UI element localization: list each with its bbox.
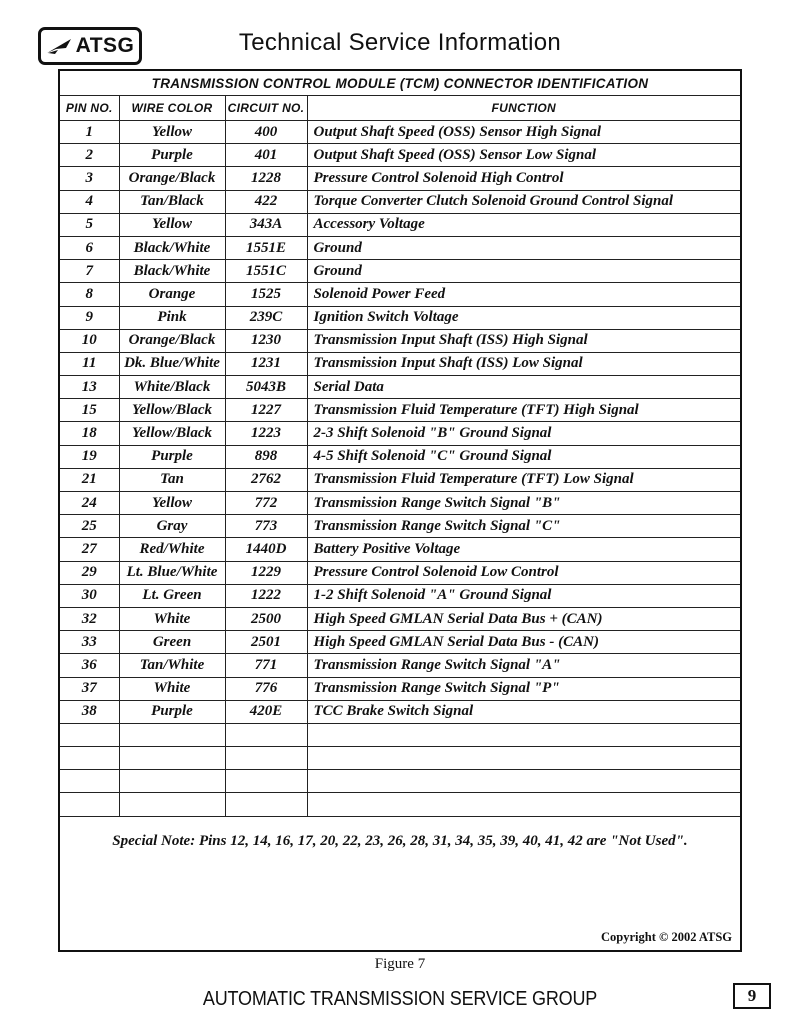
circuit-cell: 1230 [225, 329, 307, 352]
pin-cell [60, 723, 119, 746]
pin-cell: 18 [60, 422, 119, 445]
circuit-cell: 2501 [225, 631, 307, 654]
pin-cell: 8 [60, 283, 119, 306]
wire-color-cell: Yellow/Black [119, 422, 225, 445]
function-cell: 4-5 Shift Solenoid "C" Ground Signal [307, 445, 740, 468]
function-cell: Pressure Control Solenoid High Control [307, 167, 740, 190]
wire-color-cell: Black/White [119, 260, 225, 283]
pin-cell: 25 [60, 515, 119, 538]
pin-cell: 21 [60, 468, 119, 491]
wire-color-cell: White [119, 677, 225, 700]
pin-cell: 24 [60, 492, 119, 515]
special-note: Special Note: Pins 12, 14, 16, 17, 20, 22, 23, 26, 28, 31, 34, 35, 39, 40, 41, 42 are "Not Used". [112, 833, 688, 849]
pin-cell: 37 [60, 677, 119, 700]
table-row [60, 329, 740, 352]
function-cell: Transmission Input Shaft (ISS) Low Signal [307, 352, 740, 375]
circuit-cell: 1223 [225, 422, 307, 445]
table-row [60, 399, 740, 422]
table-row [60, 260, 740, 283]
wire-color-cell: Green [119, 631, 225, 654]
circuit-cell [225, 793, 307, 816]
function-cell: TCC Brake Switch Signal [307, 700, 740, 723]
column-header-function: FUNCTION [307, 96, 740, 121]
circuit-cell: 898 [225, 445, 307, 468]
column-header-pin: PIN NO. [60, 96, 119, 121]
wire-color-cell: Purple [119, 700, 225, 723]
circuit-cell: 1440D [225, 538, 307, 561]
circuit-cell: 5043B [225, 376, 307, 399]
wire-color-cell: Tan/Black [119, 190, 225, 213]
pin-cell [60, 793, 119, 816]
circuit-cell: 2762 [225, 468, 307, 491]
circuit-cell: 1227 [225, 399, 307, 422]
function-cell: Battery Positive Voltage [307, 538, 740, 561]
wire-color-cell: Tan [119, 468, 225, 491]
pin-cell: 36 [60, 654, 119, 677]
table-row [60, 793, 740, 816]
circuit-cell: 1551E [225, 236, 307, 259]
function-cell: Pressure Control Solenoid Low Control [307, 561, 740, 584]
pin-cell: 6 [60, 236, 119, 259]
function-cell [307, 793, 740, 816]
circuit-cell: 773 [225, 515, 307, 538]
wire-color-cell: Red/White [119, 538, 225, 561]
pin-cell: 7 [60, 260, 119, 283]
function-cell: Transmission Range Switch Signal "A" [307, 654, 740, 677]
table-row [60, 747, 740, 770]
table-row [60, 654, 740, 677]
function-cell: Solenoid Power Feed [307, 283, 740, 306]
table-row [60, 283, 740, 306]
function-cell: Ground [307, 236, 740, 259]
table-row [60, 422, 740, 445]
wire-color-cell: Yellow/Black [119, 399, 225, 422]
circuit-cell: 2500 [225, 607, 307, 630]
figure-caption: Figure 7 [374, 956, 426, 972]
function-cell: Ground [307, 260, 740, 283]
wire-color-cell [119, 723, 225, 746]
wire-color-cell [119, 747, 225, 770]
wire-color-cell [119, 770, 225, 793]
connector-table-frame [58, 69, 742, 952]
pin-cell: 15 [60, 399, 119, 422]
table-row [60, 352, 740, 375]
wire-color-cell: Orange/Black [119, 167, 225, 190]
page-title: Technical Service Information [238, 29, 562, 56]
table-row [60, 376, 740, 399]
function-cell [307, 770, 740, 793]
pin-cell: 4 [60, 190, 119, 213]
circuit-cell: 239C [225, 306, 307, 329]
wire-color-cell: Lt. Blue/White [119, 561, 225, 584]
pin-cell: 30 [60, 584, 119, 607]
table-row [60, 445, 740, 468]
table-row [60, 770, 740, 793]
wire-color-cell [119, 793, 225, 816]
function-cell: Serial Data [307, 376, 740, 399]
pin-cell: 11 [60, 352, 119, 375]
wire-color-cell: Orange [119, 283, 225, 306]
circuit-cell: 776 [225, 677, 307, 700]
wire-color-cell: Yellow [119, 213, 225, 236]
connector-table [60, 71, 740, 817]
function-cell: Transmission Input Shaft (ISS) High Signal [307, 329, 740, 352]
pin-cell: 32 [60, 607, 119, 630]
wire-color-cell: Black/White [119, 236, 225, 259]
pin-cell: 29 [60, 561, 119, 584]
table-row [60, 213, 740, 236]
circuit-cell: 1551C [225, 260, 307, 283]
circuit-cell [225, 723, 307, 746]
table-title: TRANSMISSION CONTROL MODULE (TCM) CONNECTOR IDENTIFICATION [60, 71, 740, 96]
circuit-cell: 772 [225, 492, 307, 515]
function-cell: Transmission Range Switch Signal "P" [307, 677, 740, 700]
pin-cell: 2 [60, 144, 119, 167]
page-number: 9 [733, 983, 771, 1009]
function-cell: Output Shaft Speed (OSS) Sensor Low Signal [307, 144, 740, 167]
circuit-cell: 1228 [225, 167, 307, 190]
table-row [60, 631, 740, 654]
wire-color-cell: Orange/Black [119, 329, 225, 352]
circuit-cell: 1222 [225, 584, 307, 607]
table-row [60, 538, 740, 561]
table-row [60, 723, 740, 746]
function-cell: High Speed GMLAN Serial Data Bus + (CAN) [307, 607, 740, 630]
table-row [60, 492, 740, 515]
function-cell [307, 747, 740, 770]
table-row [60, 561, 740, 584]
wire-color-cell: Dk. Blue/White [119, 352, 225, 375]
pin-cell: 38 [60, 700, 119, 723]
wire-color-cell: White [119, 607, 225, 630]
pin-cell: 19 [60, 445, 119, 468]
table-row [60, 306, 740, 329]
wire-color-cell: Purple [119, 144, 225, 167]
pin-cell: 3 [60, 167, 119, 190]
wire-color-cell: Lt. Green [119, 584, 225, 607]
function-cell: Transmission Fluid Temperature (TFT) High Signal [307, 399, 740, 422]
pin-cell: 1 [60, 121, 119, 144]
pin-cell: 13 [60, 376, 119, 399]
pin-cell: 5 [60, 213, 119, 236]
pin-cell: 33 [60, 631, 119, 654]
footer-org: AUTOMATIC TRANSMISSION SERVICE GROUP [202, 988, 598, 1010]
table-row [60, 607, 740, 630]
circuit-cell: 1525 [225, 283, 307, 306]
function-cell: 1-2 Shift Solenoid "A" Ground Signal [307, 584, 740, 607]
circuit-cell: 1231 [225, 352, 307, 375]
circuit-cell: 422 [225, 190, 307, 213]
table-row [60, 468, 740, 491]
function-cell: Torque Converter Clutch Solenoid Ground Control Signal [307, 190, 740, 213]
table-row [60, 236, 740, 259]
circuit-cell: 343A [225, 213, 307, 236]
function-cell: Accessory Voltage [307, 213, 740, 236]
pin-cell [60, 747, 119, 770]
function-cell: Transmission Range Switch Signal "C" [307, 515, 740, 538]
circuit-cell: 401 [225, 144, 307, 167]
circuit-cell: 1229 [225, 561, 307, 584]
pin-cell: 9 [60, 306, 119, 329]
circuit-cell: 771 [225, 654, 307, 677]
table-row [60, 144, 740, 167]
copyright: Copyright © 2002 ATSG [601, 930, 732, 944]
wire-color-cell: Gray [119, 515, 225, 538]
table-body [60, 121, 740, 817]
column-header-wire-color: WIRE COLOR [119, 96, 225, 121]
circuit-cell: 420E [225, 700, 307, 723]
wire-color-cell: White/Black [119, 376, 225, 399]
column-header-circuit: CIRCUIT NO. [225, 96, 307, 121]
function-cell: Transmission Fluid Temperature (TFT) Low Signal [307, 468, 740, 491]
pin-cell [60, 770, 119, 793]
circuit-cell [225, 747, 307, 770]
function-cell: Output Shaft Speed (OSS) Sensor High Signal [307, 121, 740, 144]
function-cell [307, 723, 740, 746]
wire-color-cell: Tan/White [119, 654, 225, 677]
table-row [60, 677, 740, 700]
pin-cell: 27 [60, 538, 119, 561]
circuit-cell [225, 770, 307, 793]
function-cell: Ignition Switch Voltage [307, 306, 740, 329]
function-cell: 2-3 Shift Solenoid "B" Ground Signal [307, 422, 740, 445]
function-cell: Transmission Range Switch Signal "B" [307, 492, 740, 515]
function-cell: High Speed GMLAN Serial Data Bus - (CAN) [307, 631, 740, 654]
wire-color-cell: Yellow [119, 492, 225, 515]
table-row [60, 515, 740, 538]
pin-cell: 10 [60, 329, 119, 352]
table-row [60, 700, 740, 723]
circuit-cell: 400 [225, 121, 307, 144]
logo-text: ATSG [75, 34, 135, 57]
table-row [60, 584, 740, 607]
table-row [60, 121, 740, 144]
table-row [60, 190, 740, 213]
table-row [60, 167, 740, 190]
wire-color-cell: Purple [119, 445, 225, 468]
wire-color-cell: Pink [119, 306, 225, 329]
wire-color-cell: Yellow [119, 121, 225, 144]
